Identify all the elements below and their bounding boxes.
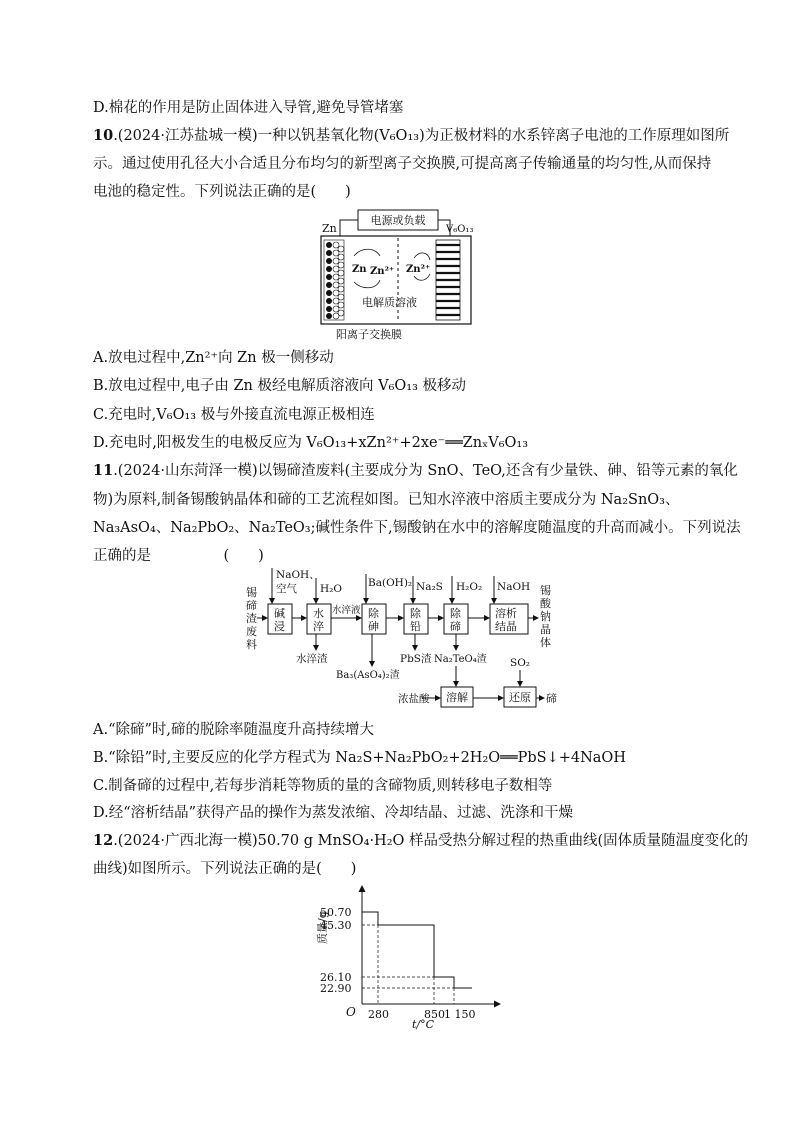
x-tick-label: 1 150 [444, 1008, 476, 1021]
q11-stem-line2: 物)为原料,制备锡酸钠晶体和碲的工艺流程如图。已知水淬液中溶质主要成分为 Na₂SnO₃、 [93, 492, 680, 508]
q12-stem-text1: .(2024·广西北海一模)50.70 g MnSO₄·H₂O 样品受热分解过程的热重曲线(固体质量随温度变化的 [113, 833, 749, 849]
final-label: 碲 [546, 692, 557, 705]
process-flowchart [240, 566, 560, 714]
waste4: PbS渣 [400, 653, 432, 665]
reagent1a: NaOH、 [276, 569, 320, 581]
q10-stem-line1 [93, 126, 729, 146]
acid-label: 浓盐酸 [398, 693, 430, 705]
step8-label: 还原 [509, 691, 531, 704]
y-axis-label: 质量/g [316, 911, 329, 944]
waste3: Ba₃(AsO₄)₂渣 [336, 670, 400, 681]
reagent8: SO₂ [510, 657, 531, 669]
reagent5: H₂O₂ [456, 581, 483, 593]
product-label: 锡酸钠晶体 [540, 584, 551, 649]
q10-option-b: B.放电过程中,电子由 Zn 极经电解质溶液向 V₆O₁₃ 极移动 [93, 378, 467, 394]
x-tick-label: 850 [424, 1008, 445, 1021]
svg-text:除砷: 除砷 [368, 607, 379, 633]
q10-stem-text1: .(2024·江苏盐城一模)一种以钒基氧化物(V₆O₁₃)为正极材料的水系锌离子电池的工作原理如图所 [113, 128, 730, 144]
y-tick-label: 45.30 [320, 919, 352, 932]
q11-stem-line3: Na₃AsO₄、Na₂PbO₂、Na₂TeO₃;碱性条件下,锡酸钠在水中的溶解度随温度的升高而减小。下列说法 [93, 520, 741, 536]
q11-number: 11 [93, 462, 114, 479]
membrane-label: 阳离子交换膜 [336, 328, 402, 341]
v6o13-electrode [436, 240, 460, 320]
q11-option-a: A.“除碲”时,碲的脱除率随温度升高持续增大 [93, 722, 375, 738]
q11-stem-text1: .(2024·山东菏泽一模)以锡碲渣废料(主要成分为 SnO、TeO,还含有少量铁、砷、铅等元素的氧化 [113, 463, 738, 479]
zn-electrode [324, 240, 344, 320]
electrolyte-label: 电解质溶液 [362, 296, 417, 309]
battery-diagram [318, 208, 478, 343]
thermogravimetric-chart [300, 882, 520, 1032]
q9-option-d: D.棉花的作用是防止固体进入导管,避免导管堵塞 [93, 100, 404, 116]
zn-label-inner: Zn [352, 264, 367, 275]
reagent1b: 空气 [276, 583, 297, 595]
reagent6: NaOH [497, 581, 531, 593]
v6o13-electrode-label: V₆O₁₃ [446, 224, 474, 235]
feed-label: 锡碲渣废料 [246, 586, 257, 651]
origin-label: O [346, 1005, 356, 1019]
q11-stem-line4: 正确的是 ( ) [93, 548, 264, 564]
x-tick-label: 280 [368, 1008, 389, 1021]
q11-option-c: C.制备碲的过程中,若每步消耗等物质的量的含碲物质,则转移电子数相等 [93, 778, 553, 794]
zn-electrode-label: Zn [322, 222, 337, 235]
q10-stem-line2: 示。通过使用孔径大小合适且分布均匀的新型离子交换膜,可提高离子传输通量的均匀性,从而保持 [93, 156, 712, 172]
step7-label: 溶解 [446, 691, 468, 704]
q11-option-d: D.经“溶析结晶”获得产品的操作为蒸发浓缩、冷却结晶、过滤、洗涤和干燥 [93, 805, 574, 821]
zn-ion-right: Zn²⁺ [406, 264, 431, 275]
reagent3: Ba(OH)₂ [368, 577, 413, 589]
tg-curve [362, 912, 472, 988]
reagent2: H₂O [320, 583, 342, 595]
x-axis-label: t/°C [412, 1018, 435, 1031]
q10-number: 10 [93, 127, 114, 144]
y-tick-label: 22.90 [320, 982, 352, 995]
q12-stem-line1 [93, 831, 748, 851]
zn-ion-left: Zn²⁺ [370, 266, 395, 277]
svg-text:碱浸: 碱浸 [274, 607, 285, 633]
q12-stem-line2: 曲线)如图所示。下列说法正确的是( ) [93, 861, 357, 877]
svg-text:水淬: 水淬 [313, 607, 324, 633]
q10-option-c: C.充电时,V₆O₁₃ 极与外接直流电源正极相连 [93, 407, 375, 423]
q10-option-d: D.充电时,阳极发生的电极反应为 V₆O₁₃+xZn²⁺+2xe⁻══ZnₓV₆O₁₃ [93, 435, 529, 451]
waste2: 水淬渣 [296, 653, 328, 665]
stream-label: 水淬液 [332, 605, 361, 616]
q11-stem-line1 [93, 461, 738, 481]
svg-text:除铅: 除铅 [410, 607, 421, 633]
svg-text:除碲: 除碲 [450, 607, 461, 633]
q10-stem-line3: 电池的稳定性。下列说法正确的是( ) [93, 184, 351, 200]
reagent4: Na₂S [416, 581, 443, 593]
y-tick-label: 26.10 [320, 971, 352, 984]
q11-option-b: B.“除铅”时,主要反应的化学方程式为 Na₂S+Na₂PbO₂+2H₂O══PbS↓+4NaOH [93, 750, 626, 766]
power-box-label: 电源或负载 [370, 214, 426, 227]
svg-text:溶析结晶: 溶析结晶 [495, 607, 517, 633]
y-tick-label: 50.70 [320, 906, 352, 919]
waste5: Na₂TeO₄渣 [434, 654, 487, 665]
q10-option-a: A.放电过程中,Zn²⁺向 Zn 极一侧移动 [93, 350, 334, 366]
q12-number: 12 [93, 832, 114, 849]
